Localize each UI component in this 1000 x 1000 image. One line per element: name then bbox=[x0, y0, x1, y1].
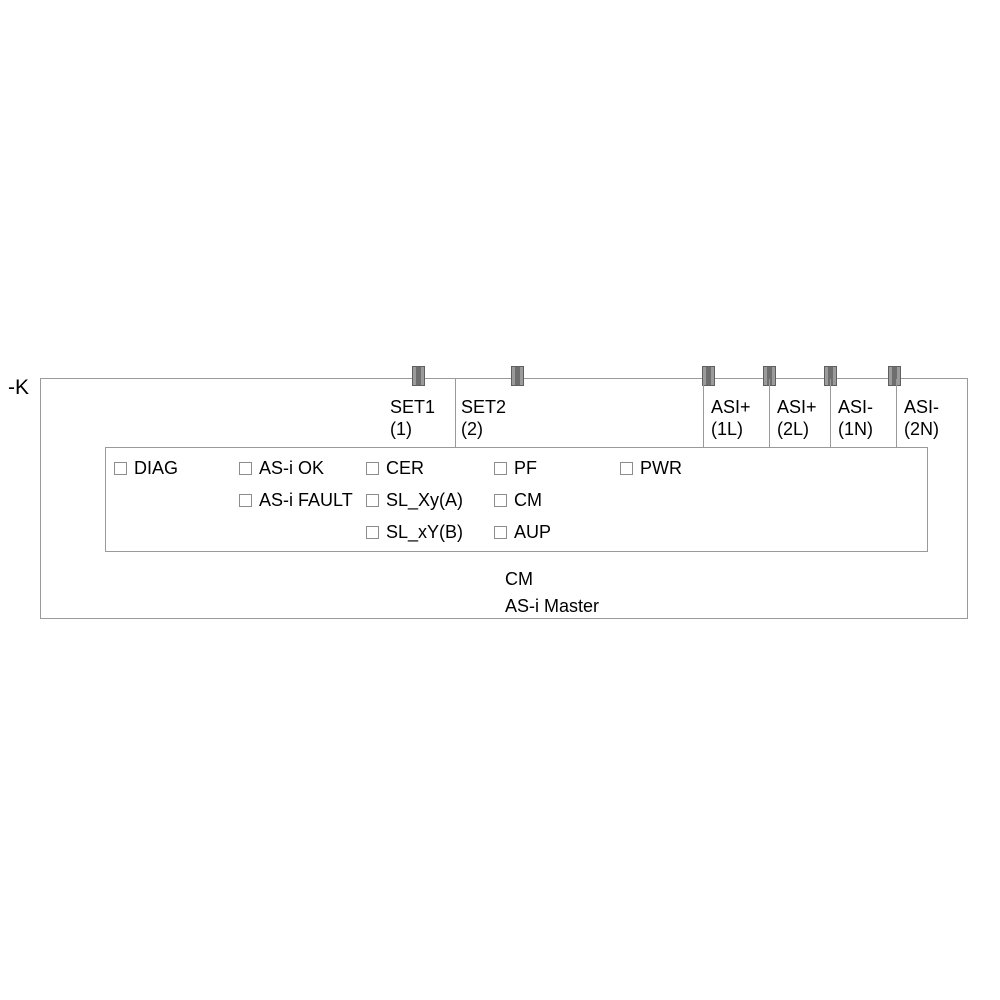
module-name-line1: CM bbox=[505, 569, 533, 589]
terminal-label-asi-minus-2n-line2: (2N) bbox=[904, 419, 939, 439]
terminal-tab-set1 bbox=[412, 366, 425, 386]
led-as-i-fault bbox=[239, 491, 353, 509]
terminal-label-asi-plus-2l-line1: ASI+ bbox=[777, 397, 817, 417]
divider-set1-set2 bbox=[455, 379, 456, 447]
divider-asi-1n bbox=[830, 379, 831, 447]
terminal-label-asi-plus-1l-line1: ASI+ bbox=[711, 397, 751, 417]
led-label-cer: CER bbox=[386, 458, 425, 478]
terminal-label-asi-minus-1n-line1: ASI- bbox=[838, 397, 874, 417]
led-indicator-pwr bbox=[620, 462, 633, 475]
led-indicator-sl-xy-a bbox=[366, 494, 379, 507]
led-indicator-sl-xy-b bbox=[366, 526, 379, 539]
terminal-label-set2-line1: SET2 bbox=[461, 397, 507, 417]
module-name-line2: AS-i Master bbox=[505, 596, 600, 616]
divider-asi-2n bbox=[896, 379, 897, 447]
terminal-label-set1-line1: SET1 bbox=[390, 397, 436, 417]
terminal-label-set1 bbox=[390, 396, 435, 440]
terminal-label-set1-line2: (1) bbox=[390, 419, 412, 439]
terminal-label-set2 bbox=[461, 396, 506, 440]
led-label-aup: AUP bbox=[514, 522, 552, 542]
led-label-pf: PF bbox=[514, 458, 538, 478]
led-label-diag: DIAG bbox=[134, 458, 179, 478]
led-sl-xy-b bbox=[366, 523, 463, 541]
led-label-cm: CM bbox=[514, 490, 542, 510]
terminal-label-asi-minus-1n-line2: (1N) bbox=[838, 419, 873, 439]
led-sl-xy-a bbox=[366, 491, 463, 509]
terminal-label-asi-minus-2n bbox=[904, 396, 939, 440]
terminal-tab-asi-minus-2n bbox=[888, 366, 901, 386]
led-indicator-pf bbox=[494, 462, 507, 475]
led-diag bbox=[114, 459, 178, 477]
led-indicator-aup bbox=[494, 526, 507, 539]
led-pf bbox=[494, 459, 537, 477]
led-label-as-i-fault: AS-i FAULT bbox=[259, 490, 353, 510]
led-label-sl-xy-a: SL_Xy(A) bbox=[386, 490, 464, 510]
led-label-pwr: PWR bbox=[640, 458, 682, 478]
terminal-label-asi-plus-2l-line2: (2L) bbox=[777, 419, 810, 439]
led-indicator-cm bbox=[494, 494, 507, 507]
led-as-i-ok bbox=[239, 459, 324, 477]
led-aup bbox=[494, 523, 551, 541]
led-label-as-i-ok: AS-i OK bbox=[259, 458, 325, 478]
led-indicator-cer bbox=[366, 462, 379, 475]
led-cm bbox=[494, 491, 542, 509]
terminal-label-asi-plus-1l-line2: (1L) bbox=[711, 419, 744, 439]
led-pwr bbox=[620, 459, 682, 477]
terminal-tab-set2 bbox=[511, 366, 524, 386]
terminal-label-asi-minus-2n-line1: ASI- bbox=[904, 397, 940, 417]
divider-asi-2l bbox=[769, 379, 770, 447]
terminal-label-asi-minus-1n bbox=[838, 396, 873, 440]
led-label-sl-xy-b: SL_xY(B) bbox=[386, 522, 464, 542]
led-cer bbox=[366, 459, 424, 477]
terminal-label-set2-line2: (2) bbox=[461, 419, 483, 439]
led-indicator-as-i-ok bbox=[239, 462, 252, 475]
led-indicator-as-i-fault bbox=[239, 494, 252, 507]
divider-asi-1l bbox=[703, 379, 704, 447]
terminal-label-asi-plus-1l bbox=[711, 396, 751, 440]
terminal-label-asi-plus-2l bbox=[777, 396, 817, 440]
device-tag-label: -K bbox=[8, 376, 29, 399]
led-indicator-diag bbox=[114, 462, 127, 475]
